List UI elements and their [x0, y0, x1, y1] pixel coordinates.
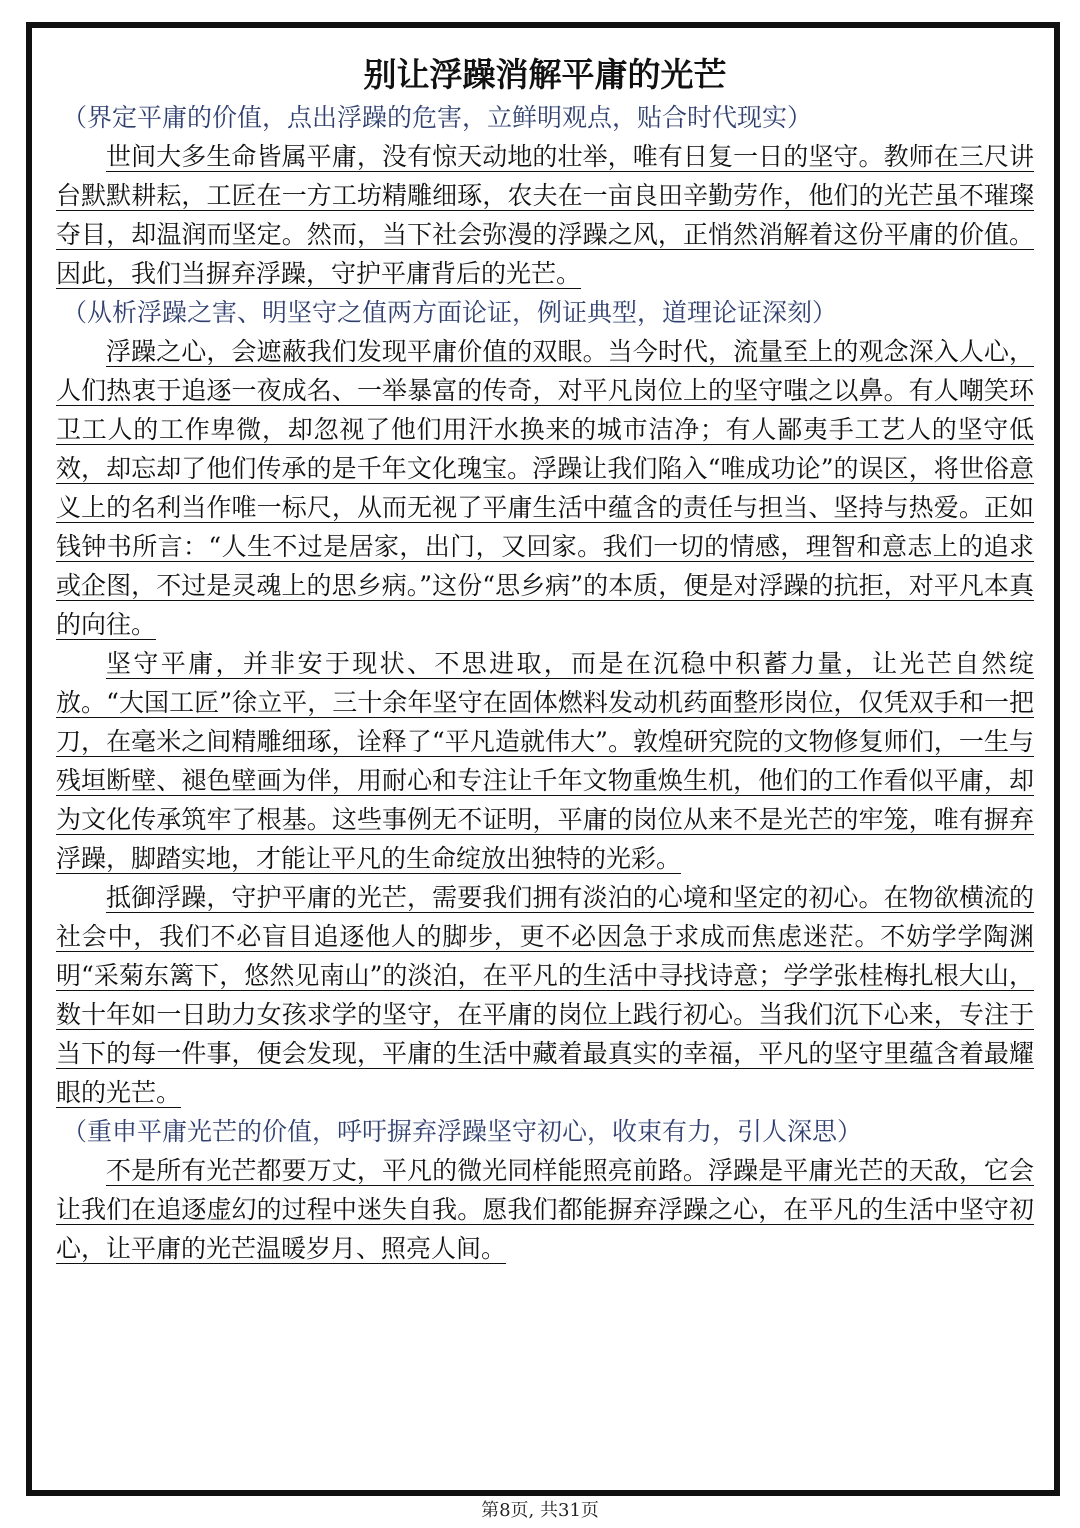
paragraph-impetuousness-harm: 浮躁之心，会遮蔽我们发现平庸价值的双眼。当今时代，流量至上的观念深入人心，人们热衷于追逐一夜成名、一举暴富的传奇，对平凡岗位上的坚守嗤之以鼻。有人嘲笑环卫工人的工作卑微，却忽视了他们用汗水换来的城市洁净；有人鄙夷手工艺人的坚守低效，却忘却了他们传承的是千年文化瑰宝。浮躁让我们陷入“唯成功论”的误区，将世俗意义上的名利当作唯一标尺，从而无视了平庸生活中蕴含的责任与担当、坚持与热爱。正如钱钟书所言：“人生不过是居家，出门，又回家。我们一切的情感，理智和意志上的追求或企图，不过是灵魂上的思乡病。”这份“思乡病”的本质，便是对浮躁的抗拒，对平凡本真的向往。: [56, 337, 1034, 639]
page-frame: [26, 22, 1060, 1496]
essay-content: [56, 54, 1034, 1268]
annotation-note-body: （从析浮躁之害、明坚守之值两方面论证，例证典型，道理论证深刻）: [62, 298, 838, 327]
paragraph-conclusion: 不是所有光芒都要万丈，平凡的微光同样能照亮前路。浮躁是平庸光芒的天敌，它会让我们在追逐虚幻的过程中迷失自我。愿我们都能摒弃浮躁之心，在平凡的生活中坚守初心，让平庸的光芒温暖岁月、照亮人间。: [56, 1156, 1034, 1263]
annotation-note-intro: （界定平庸的价值，点出浮躁的危害，立鲜明观点，贴合时代现实）: [62, 103, 813, 132]
paragraph-resist-impetuousness: 抵御浮躁，守护平庸的光芒，需要我们拥有淡泊的心境和坚定的初心。在物欲横流的社会中，我们不必盲目追逐他人的脚步，更不必因急于求成而焦虑迷茫。不妨学学陶渊明“采菊东篱下，悠然见南山”的淡泊，在平凡的生活中寻找诗意；学学张桂梅扎根大山，数十年如一日助力女孩求学的坚守，在平庸的岗位上践行初心。当我们沉下心来，专注于当下的每一件事，便会发现，平庸的生活中藏着最真实的幸福，平凡的坚守里蕴含着最耀眼的光芒。: [56, 883, 1034, 1107]
paragraph-value-of-persistence: 坚守平庸，并非安于现状、不思进取，而是在沉稳中积蓄力量，让光芒自然绽放。“大国工匠”徐立平，三十余年坚守在固体燃料发动机药面整形岗位，仅凭双手和一把刀，在毫米之间精雕细琢，诠释了“平凡造就伟大”。敦煌研究院的文物修复师们，一生与残垣断壁、褪色壁画为伴，用耐心和专注让千年文物重焕生机，他们的工作看似平庸，却为文化传承筑牢了根基。这些事例无不证明，平庸的岗位从来不是光芒的牢笼，唯有摒弃浮躁，脚踏实地，才能让平凡的生命绽放出独特的光彩。: [56, 649, 1034, 873]
paragraph-intro: 世间大多生命皆属平庸，没有惊天动地的壮举，唯有日复一日的坚守。教师在三尺讲台默默耕耘，工匠在一方工坊精雕细琢，农夫在一亩良田辛勤劳作，他们的光芒虽不璀璨夺目，却温润而坚定。然而，当下社会弥漫的浮躁之风，正悄然消解着这份平庸的价值。因此，我们当摒弃浮躁，守护平庸背后的光芒。: [56, 142, 1034, 288]
annotation-note-conclusion: （重申平庸光芒的价值，呼吁摒弃浮躁坚守初心，收束有力，引人深思）: [62, 1117, 863, 1146]
page-number: 第8页, 共31页: [481, 1500, 599, 1521]
essay-title: 别让浮躁消解平庸的光芒: [363, 55, 727, 94]
